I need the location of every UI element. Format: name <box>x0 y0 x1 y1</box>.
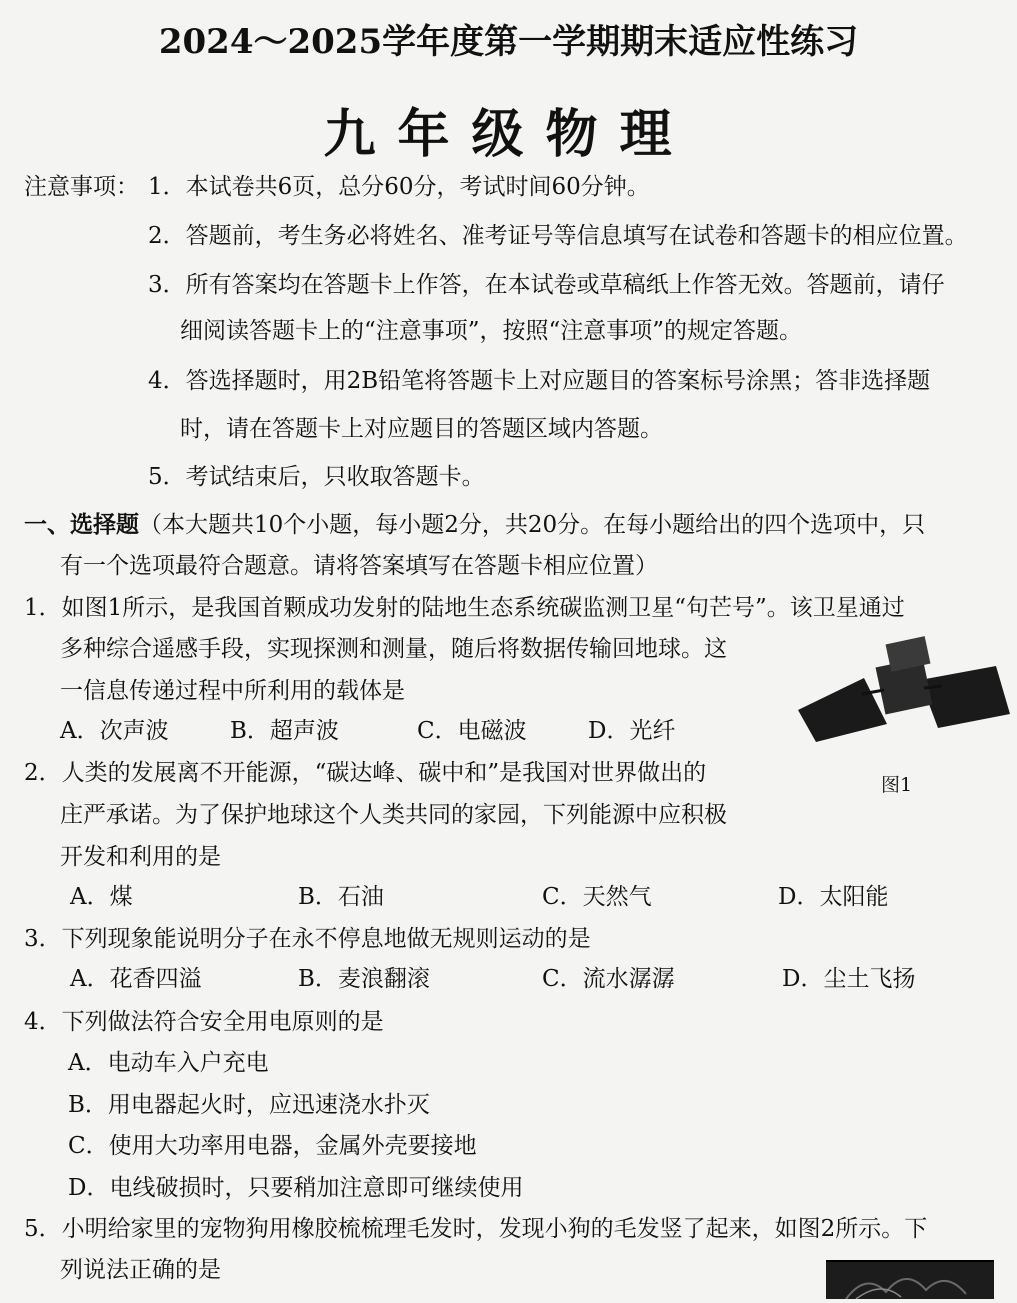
option-b: B．用电器起火时，应迅速浇水扑灭 <box>68 1092 430 1118</box>
question-1-options <box>60 716 780 746</box>
subject-title: 九年级物理 <box>323 105 694 165</box>
note-item: 2．答题前，考生务必将姓名、准考证号等信息填写在试卷和答题卡的相应位置。 <box>148 223 968 249</box>
option-d: D．尘土飞扬 <box>782 966 916 992</box>
section-header <box>24 510 925 540</box>
question-1-line: 1．如图1所示，是我国首颗成功发射的陆地生态系统碳监测卫星“句芒号”。该卫星通过 <box>24 595 905 621</box>
option-a: A．电动车入户充电 <box>68 1050 269 1076</box>
option-a: A．次声波 <box>60 718 169 744</box>
question-2-line: 开发和利用的是 <box>60 844 221 870</box>
section-desc-line2: 有一个选项最符合题意。请将答案填写在答题卡相应位置） <box>60 553 658 579</box>
notes-label: 注意事项： <box>24 174 139 200</box>
question-2-line: 庄严承诺。为了保护地球这个人类共同的家园，下列能源中应积极 <box>60 802 727 828</box>
option-d: D．电线破损时，只要稍加注意即可继续使用 <box>68 1175 524 1201</box>
question-1-line: 一信息传递过程中所利用的载体是 <box>60 678 405 704</box>
section-desc: （本大题共10个小题，每小题2分，共20分。在每小题给出的四个选项中，只 <box>139 512 926 538</box>
question-1-line: 多种综合遥感手段，实现探测和测量，随后将数据传输回地球。这 <box>60 636 727 662</box>
figure-1-caption: 图1 <box>881 774 913 796</box>
question-5-line: 列说法正确的是 <box>60 1257 221 1283</box>
question-4-line: 4．下列做法符合安全用电原则的是 <box>24 1009 384 1035</box>
note-item: 3．所有答案均在答题卡上作答，在本试卷或草稿纸上作答无效。答题前，请仔 <box>148 272 945 298</box>
option-c: C．流水潺潺 <box>542 966 675 992</box>
satellite-icon <box>792 632 1017 742</box>
section-title: 一、选择题 <box>24 511 139 538</box>
option-a: A．花香四溢 <box>70 966 202 992</box>
note-item: 细阅读答题卡上的“注意事项”，按照“注意事项”的规定答题。 <box>180 318 803 344</box>
question-2-line: 2．人类的发展离不开能源，“碳达峰、碳中和”是我国对世界做出的 <box>24 760 707 786</box>
question-2-options <box>70 882 970 912</box>
note-item: 时，请在答题卡上对应题目的答题区域内答题。 <box>180 416 663 442</box>
option-c: C．电磁波 <box>417 718 527 744</box>
option-b: B．麦浪翻滚 <box>298 966 430 992</box>
note-item: 4．答选择题时，用2B铅笔将答题卡上对应题目的答案标号涂黑；答非选择题 <box>148 368 931 394</box>
option-c: C．天然气 <box>542 884 652 910</box>
option-b: B．石油 <box>298 884 384 910</box>
exam-title: 2024～2025学年度第一学期期末适应性练习 <box>158 22 859 62</box>
question-5-line: 5．小明给家里的宠物狗用橡胶梳梳理毛发时，发现小狗的毛发竖了起来，如图2所示。下 <box>24 1216 928 1242</box>
question-3-line: 3．下列现象能说明分子在永不停息地做无规则运动的是 <box>24 926 591 952</box>
option-b: B．超声波 <box>230 718 339 744</box>
option-d: D．太阳能 <box>778 884 889 910</box>
dog-photo-icon <box>826 1260 994 1299</box>
option-d: D．光纤 <box>588 718 676 744</box>
option-c: C．使用大功率用电器，金属外壳要接地 <box>68 1133 477 1159</box>
note-item: 5．考试结束后，只收取答题卡。 <box>148 464 485 490</box>
question-3-options <box>70 964 970 994</box>
option-a: A．煤 <box>70 884 133 910</box>
note-item: 1．本试卷共6页，总分60分，考试时间60分钟。 <box>148 174 650 200</box>
